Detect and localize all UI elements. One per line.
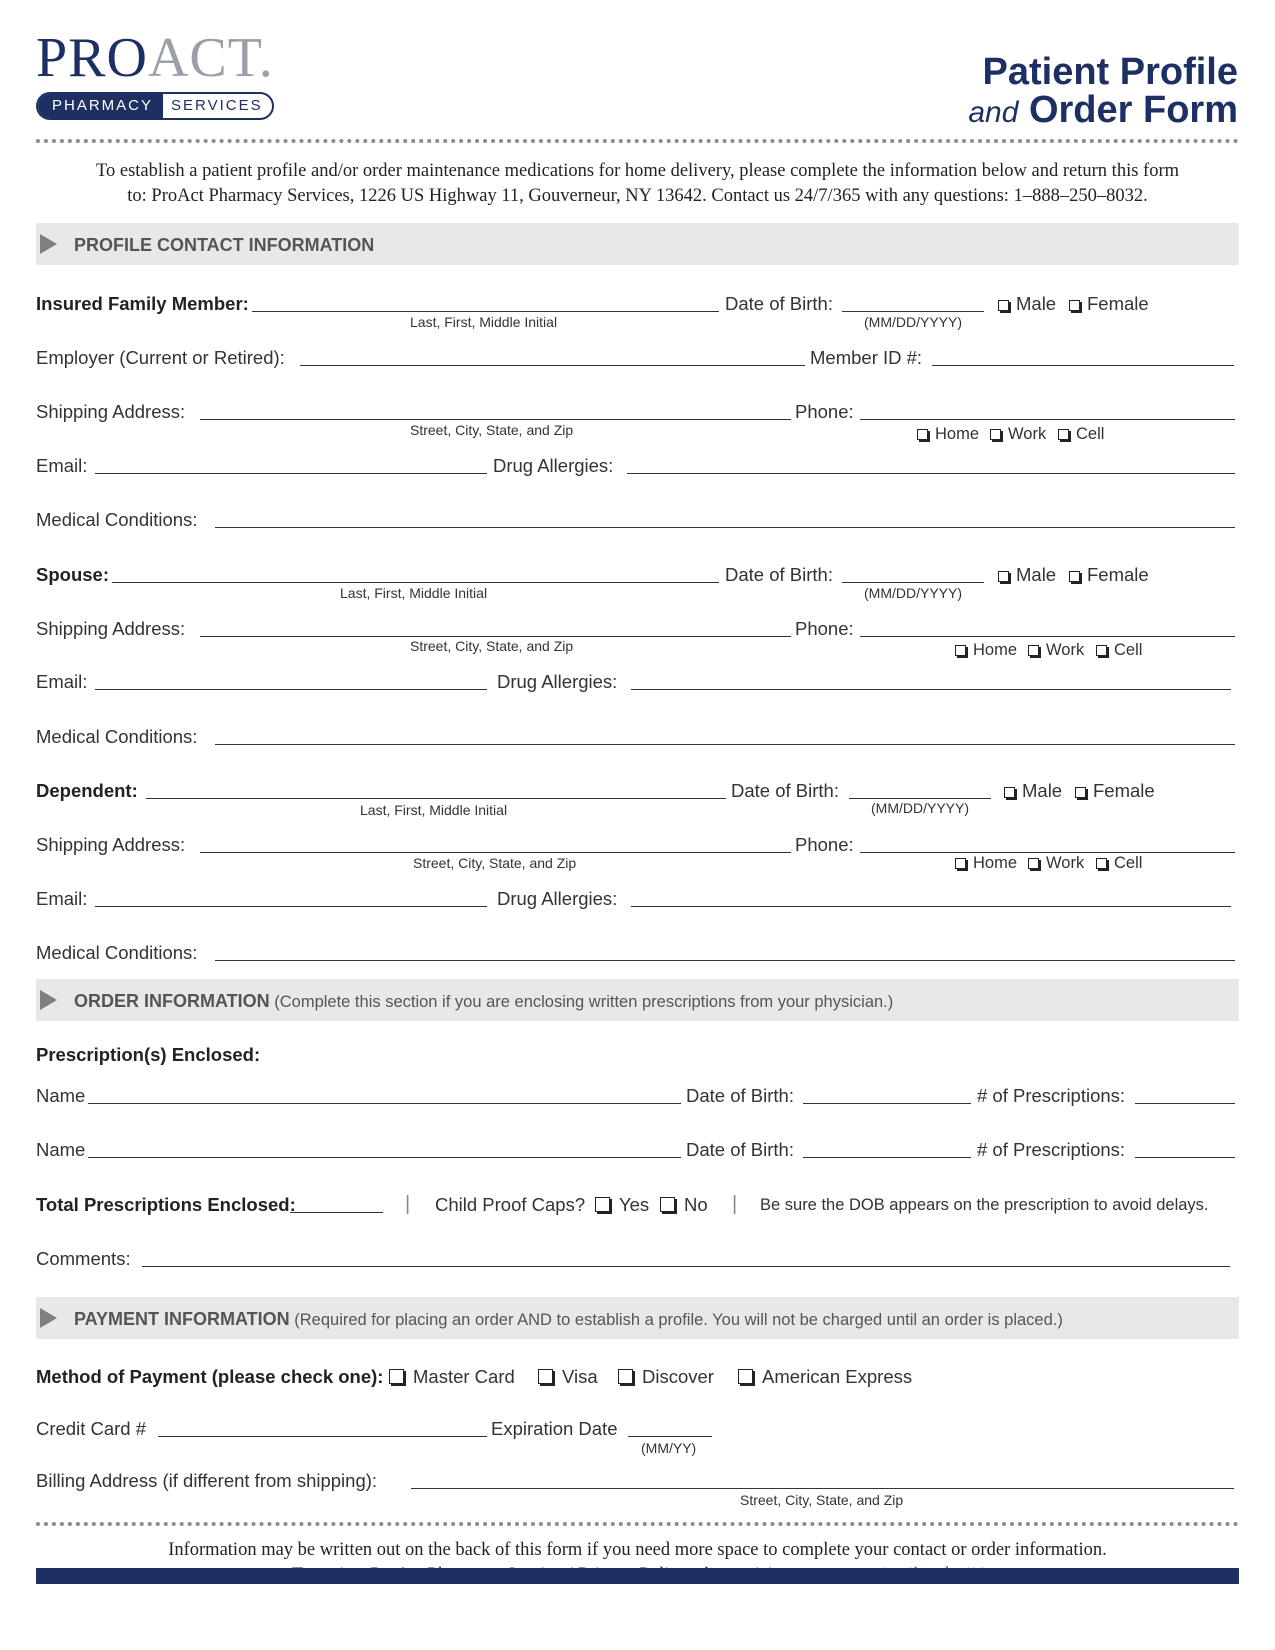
- dependent-female-option[interactable]: Female: [1075, 780, 1155, 802]
- insured-shipping-field[interactable]: [200, 419, 791, 420]
- checkbox-icon[interactable]: [955, 858, 966, 869]
- caps-no-option[interactable]: No: [660, 1194, 708, 1216]
- dependent-dob-hint: (MM/DD/YYYY): [871, 800, 969, 816]
- checkbox-icon[interactable]: [1075, 787, 1086, 798]
- checkbox-icon[interactable]: [998, 300, 1009, 311]
- total-prescriptions-field[interactable]: [290, 1212, 383, 1213]
- rx-name-field-1[interactable]: [88, 1103, 681, 1104]
- payment-discover-option[interactable]: Discover: [618, 1366, 714, 1388]
- spouse-shipping-field[interactable]: [200, 636, 791, 637]
- comments-label: Comments:: [36, 1248, 131, 1269]
- triangle-icon: [40, 1308, 57, 1328]
- insured-email-field[interactable]: [95, 473, 487, 474]
- total-prescriptions-label: Total Prescriptions Enclosed:: [36, 1194, 296, 1215]
- caps-yes-option[interactable]: Yes: [595, 1194, 649, 1216]
- billing-label: Billing Address (if different from shipping):: [36, 1470, 378, 1491]
- rx-dob-label-1: Date of Birth:: [686, 1085, 794, 1106]
- page-title-line1: Patient Profile: [982, 51, 1238, 93]
- triangle-icon: [40, 990, 57, 1010]
- spouse-dob-label: Date of Birth:: [725, 564, 833, 585]
- employer-label: Employer (Current or Retired):: [36, 347, 285, 368]
- dependent-email-field[interactable]: [95, 906, 487, 907]
- insured-conditions-field[interactable]: [215, 527, 1235, 528]
- dependent-conditions-label: Medical Conditions:: [36, 942, 198, 963]
- logo-pro: PRO: [36, 27, 148, 89]
- dependent-home-option[interactable]: Home: [955, 854, 1017, 873]
- payment-visa-option[interactable]: Visa: [538, 1366, 598, 1388]
- insured-dob-label: Date of Birth:: [725, 293, 833, 314]
- insured-home-option[interactable]: Home: [917, 425, 979, 444]
- rx-count-field-2[interactable]: [1135, 1157, 1235, 1158]
- payment-amex-option[interactable]: American Express: [738, 1366, 912, 1388]
- checkbox-icon[interactable]: [1069, 571, 1080, 582]
- logo-pill: [36, 92, 274, 120]
- insured-shipping-label: Shipping Address:: [36, 401, 186, 422]
- checkbox-icon[interactable]: [1096, 645, 1107, 656]
- member-id-label: Member ID #:: [810, 347, 923, 368]
- spouse-dob-hint: (MM/DD/YYYY): [864, 585, 962, 601]
- dependent-conditions-field[interactable]: [215, 960, 1235, 961]
- insured-email-label: Email:: [36, 455, 88, 476]
- spouse-phone-label: Phone:: [795, 618, 854, 639]
- insured-allergies-field[interactable]: [627, 473, 1235, 474]
- dependent-cell-option[interactable]: Cell: [1096, 854, 1142, 873]
- dependent-shipping-field[interactable]: [200, 852, 791, 853]
- insured-dob-hint: (MM/DD/YYYY): [864, 314, 962, 330]
- spouse-name-hint: Last, First, Middle Initial: [340, 585, 488, 601]
- credit-card-label: Credit Card #: [36, 1418, 147, 1439]
- title-order-form: Order Form: [1028, 89, 1238, 131]
- spouse-dob-field[interactable]: [842, 582, 984, 583]
- dependent-name-hint: Last, First, Middle Initial: [360, 802, 508, 818]
- insured-allergies-label: Drug Allergies:: [493, 455, 614, 476]
- insured-address-hint: Street, City, State, and Zip: [410, 422, 574, 438]
- checkbox-icon[interactable]: [990, 429, 1001, 440]
- checkbox-icon[interactable]: [1069, 300, 1080, 311]
- checkbox-icon[interactable]: [1028, 645, 1039, 656]
- rx-dob-field-1[interactable]: [803, 1103, 971, 1104]
- insured-label: Insured Family Member:: [36, 293, 249, 314]
- billing-hint: Street, City, State, and Zip: [740, 1492, 904, 1508]
- logo-pharmacy: PHARMACY: [38, 94, 163, 118]
- checkbox-icon[interactable]: [998, 571, 1009, 582]
- payment-section-note: (Required for placing an order AND to establish a profile. You will not be charged until an order is placed.): [289, 1311, 1063, 1329]
- checkbox-icon[interactable]: [1004, 787, 1015, 798]
- order-section-header: [36, 979, 1239, 1021]
- rx-name-label-2: Name: [36, 1139, 86, 1160]
- order-section-note: (Complete this section if you are enclosing written prescriptions from your physician.): [269, 993, 894, 1011]
- dependent-dob-field[interactable]: [849, 798, 991, 799]
- dependent-dob-label: Date of Birth:: [731, 780, 839, 801]
- spouse-female-option[interactable]: Female: [1069, 564, 1149, 586]
- spouse-male-option[interactable]: Male: [998, 564, 1056, 586]
- rx-dob-label-2: Date of Birth:: [686, 1139, 794, 1160]
- insured-phone-field[interactable]: [860, 419, 1235, 420]
- dependent-shipping-label: Shipping Address:: [36, 834, 186, 855]
- dotted-divider: [36, 1522, 1239, 1526]
- spouse-email-field[interactable]: [95, 689, 487, 690]
- intro-line2: to: ProAct Pharmacy Services, 1226 US Highway 11, Gouverneur, NY 13642. Contact us 24/7/365 with any questions: 1–888–250–8032.: [127, 186, 1148, 206]
- profile-section-title: PROFILE CONTACT INFORMATION: [74, 235, 375, 255]
- employer-field[interactable]: [300, 365, 805, 366]
- insured-name-hint: Last, First, Middle Initial: [410, 314, 558, 330]
- logo-act: ACT.: [147, 27, 274, 89]
- checkbox-icon[interactable]: [595, 1197, 610, 1212]
- checkbox-icon[interactable]: [1028, 858, 1039, 869]
- profile-section-header: [36, 223, 1239, 265]
- checkbox-icon[interactable]: [1058, 429, 1069, 440]
- triangle-icon: [40, 234, 57, 254]
- dotted-divider: [36, 139, 1239, 143]
- spouse-phone-field[interactable]: [860, 636, 1235, 637]
- separator: |: [405, 1193, 411, 1215]
- rx-count-field-1[interactable]: [1135, 1103, 1235, 1104]
- insured-name-field[interactable]: [252, 311, 719, 312]
- logo-wordmark: [36, 27, 274, 89]
- checkbox-icon[interactable]: [917, 429, 928, 440]
- billing-field[interactable]: [411, 1488, 1234, 1489]
- checkbox-icon[interactable]: [538, 1369, 553, 1384]
- rx-count-label-2: # of Prescriptions:: [977, 1139, 1126, 1160]
- expiration-label: Expiration Date: [491, 1418, 618, 1439]
- expiration-hint: (MM/YY): [641, 1440, 697, 1456]
- comments-field[interactable]: [142, 1266, 1230, 1267]
- checkbox-icon[interactable]: [738, 1369, 753, 1384]
- dependent-phone-field[interactable]: [860, 852, 1235, 853]
- checkbox-icon[interactable]: [955, 645, 966, 656]
- bottom-brand-bar: [36, 1568, 1239, 1584]
- separator: |: [732, 1193, 738, 1215]
- insured-dob-field[interactable]: [842, 311, 984, 312]
- dependent-email-label: Email:: [36, 888, 88, 909]
- insured-phone-label: Phone:: [795, 401, 854, 422]
- payment-section-header: [36, 1297, 1239, 1339]
- rx-name-field-2[interactable]: [88, 1157, 681, 1158]
- insured-conditions-label: Medical Conditions:: [36, 509, 198, 530]
- dependent-allergies-label: Drug Allergies:: [497, 888, 618, 909]
- payment-section-title: PAYMENT INFORMATION (Required for placing an order AND to establish a profile. You will not be charged until an order is placed.): [74, 1309, 1063, 1329]
- dependent-label: Dependent:: [36, 780, 138, 801]
- spouse-conditions-field[interactable]: [215, 744, 1235, 745]
- footer-line1: Information may be written out on the back of this form if you need more space to complete your contact or order information.: [168, 1540, 1107, 1560]
- insured-cell-option[interactable]: Cell: [1058, 425, 1104, 444]
- spouse-allergies-label: Drug Allergies:: [497, 671, 618, 692]
- title-and: and: [968, 96, 1019, 129]
- checkbox-icon[interactable]: [660, 1197, 675, 1212]
- prescriptions-enclosed-label: Prescription(s) Enclosed:: [36, 1044, 261, 1065]
- insured-work-option[interactable]: Work: [990, 425, 1046, 444]
- spouse-cell-option[interactable]: Cell: [1096, 641, 1142, 660]
- rx-name-label-1: Name: [36, 1085, 86, 1106]
- dependent-work-option[interactable]: Work: [1028, 854, 1084, 873]
- checkbox-icon[interactable]: [618, 1369, 633, 1384]
- spouse-home-option[interactable]: Home: [955, 641, 1017, 660]
- spouse-email-label: Email:: [36, 671, 88, 692]
- logo-services: SERVICES: [171, 97, 263, 114]
- spouse-name-field[interactable]: [112, 582, 719, 583]
- dependent-address-hint: Street, City, State, and Zip: [413, 855, 577, 871]
- rx-count-label-1: # of Prescriptions:: [977, 1085, 1126, 1106]
- credit-card-field[interactable]: [158, 1436, 487, 1437]
- spouse-conditions-label: Medical Conditions:: [36, 726, 198, 747]
- payment-mastercard-option[interactable]: Master Card: [389, 1366, 515, 1388]
- page-title-line2: [968, 90, 1238, 133]
- dependent-name-field[interactable]: [146, 798, 726, 799]
- expiration-field[interactable]: [628, 1436, 712, 1437]
- dependent-allergies-field[interactable]: [631, 906, 1231, 907]
- intro-line1: To establish a patient profile and/or order maintenance medications for home delivery, please complete the information below and return this form: [96, 161, 1179, 181]
- dob-note: Be sure the DOB appears on the prescription to avoid delays.: [760, 1196, 1209, 1214]
- order-section-title: ORDER INFORMATION (Complete this section if you are enclosing written prescriptions from your physician.): [74, 991, 894, 1011]
- dependent-phone-label: Phone:: [795, 834, 854, 855]
- spouse-allergies-field[interactable]: [631, 689, 1231, 690]
- insured-male-option[interactable]: Male: [998, 293, 1056, 315]
- spouse-address-hint: Street, City, State, and Zip: [410, 638, 574, 654]
- intro-text: [36, 159, 1239, 209]
- insured-female-option[interactable]: Female: [1069, 293, 1149, 315]
- payment-method-label: Method of Payment (please check one):: [36, 1366, 384, 1387]
- dependent-male-option[interactable]: Male: [1004, 780, 1062, 802]
- spouse-label: Spouse:: [36, 564, 109, 585]
- spouse-work-option[interactable]: Work: [1028, 641, 1084, 660]
- checkbox-icon[interactable]: [389, 1369, 404, 1384]
- child-proof-caps-label: Child Proof Caps?: [435, 1194, 586, 1215]
- spouse-shipping-label: Shipping Address:: [36, 618, 186, 639]
- member-id-field[interactable]: [932, 365, 1234, 366]
- rx-dob-field-2[interactable]: [803, 1157, 971, 1158]
- checkbox-icon[interactable]: [1096, 858, 1107, 869]
